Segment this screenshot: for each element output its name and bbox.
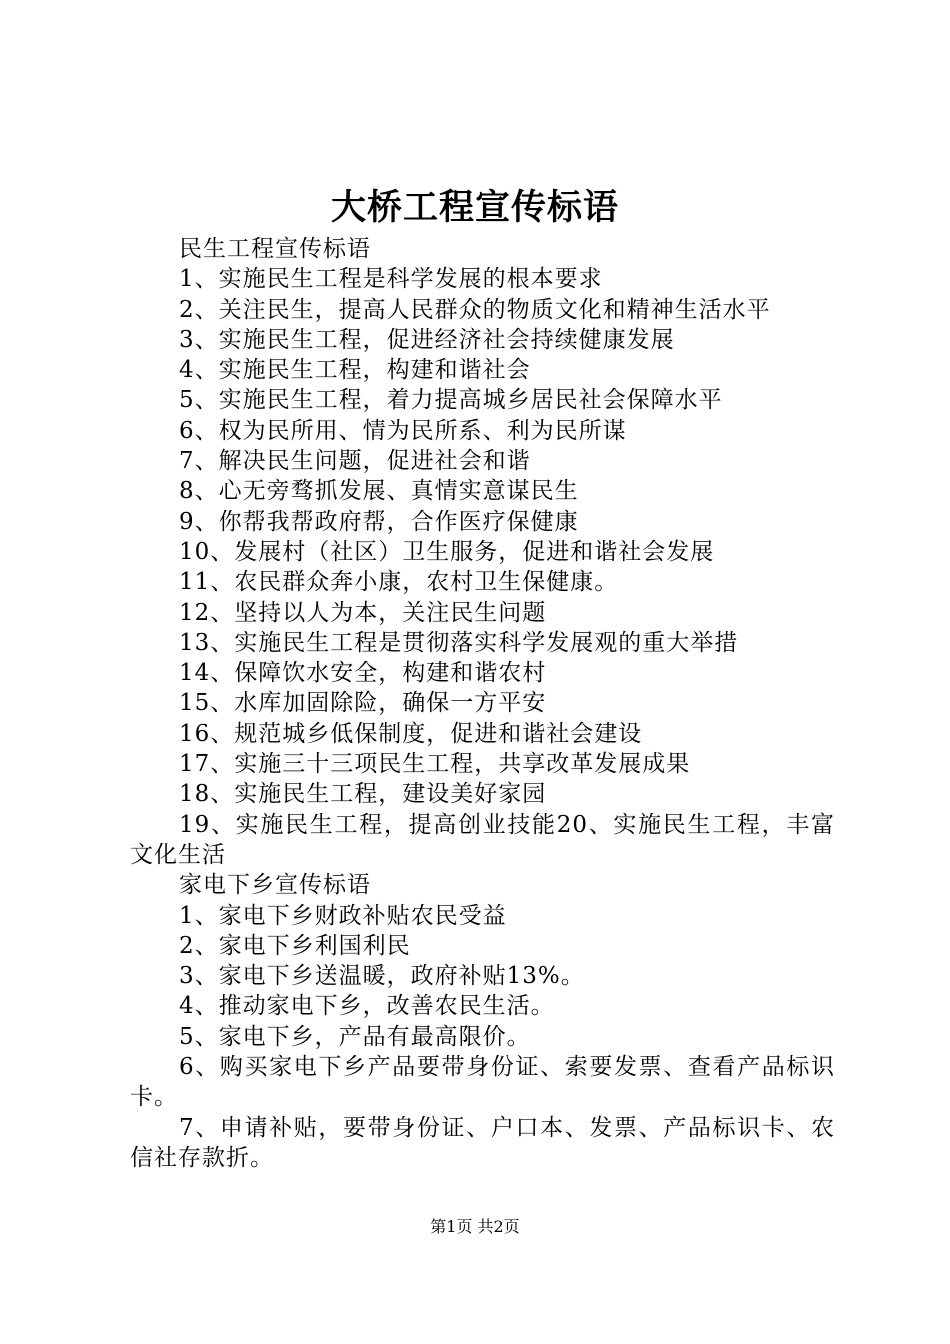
slogan-item: 12、坚持以人为本，关注民生问题 (179, 599, 547, 626)
document-body (130, 234, 835, 1173)
slogan-item: 7、申请补贴，要带身份证、户口本、发票、产品标识卡、农信社存款折。 (130, 1114, 835, 1171)
slogan-item: 3、实施民生工程，促进经济社会持续健康发展 (179, 326, 675, 353)
slogan-item: 18、实施民生工程，建设美好家园 (179, 781, 547, 808)
slogan-item: 16、规范城乡低保制度，促进和谐社会建设 (179, 720, 643, 747)
slogan-item: 3、家电下乡送温暖，政府补贴13%。 (179, 963, 585, 990)
slogan-item: 2、家电下乡利国利民 (179, 932, 411, 959)
page-footer: 第1页 共2页 (430, 1217, 520, 1236)
slogan-item: 19、实施民生工程，提高创业技能20、实施民生工程，丰富文化生活 (130, 811, 835, 868)
slogan-item: 5、实施民生工程，着力提高城乡居民社会保障水平 (179, 387, 723, 414)
slogan-item: 1、实施民生工程是科学发展的根本要求 (179, 266, 603, 293)
slogan-item: 6、权为民所用、情为民所系、利为民所谋 (179, 417, 627, 444)
section-heading-livelihood: 民生工程宣传标语 (179, 236, 371, 262)
slogan-item: 5、家电下乡，产品有最高限价。 (179, 1023, 531, 1050)
slogan-item: 15、水库加固除险，确保一方平安 (179, 690, 547, 717)
slogan-item: 7、解决民生问题，促进社会和谐 (179, 448, 531, 475)
slogan-item: 13、实施民生工程是贯彻落实科学发展观的重大举措 (179, 629, 739, 656)
slogan-item: 10、发展村（社区）卫生服务，促进和谐社会发展 (179, 538, 715, 565)
document-title: 大桥工程宣传标语 (330, 187, 619, 228)
section-heading-appliances: 家电下乡宣传标语 (179, 872, 371, 899)
slogan-item: 8、心无旁骛抓发展、真情实意谋民生 (179, 478, 579, 505)
slogan-item: 11、农民群众奔小康，农村卫生保健康。 (179, 569, 619, 596)
slogan-item: 9、你帮我帮政府帮，合作医疗保健康 (179, 508, 579, 535)
slogan-item: 14、保障饮水安全，构建和谐农村 (179, 660, 547, 687)
slogan-item: 4、推动家电下乡，改善农民生活。 (179, 993, 555, 1020)
slogan-item: 4、实施民生工程，构建和谐社会 (179, 357, 531, 384)
slogan-item: 1、家电下乡财政补贴农民受益 (179, 902, 507, 929)
slogan-item: 2、关注民生，提高人民群众的物质文化和精神生活水平 (179, 296, 771, 323)
slogan-item: 17、实施三十三项民生工程，共享改革发展成果 (179, 751, 691, 778)
slogan-item: 6、购买家电下乡产品要带身份证、索要发票、查看产品标识卡。 (130, 1054, 835, 1111)
